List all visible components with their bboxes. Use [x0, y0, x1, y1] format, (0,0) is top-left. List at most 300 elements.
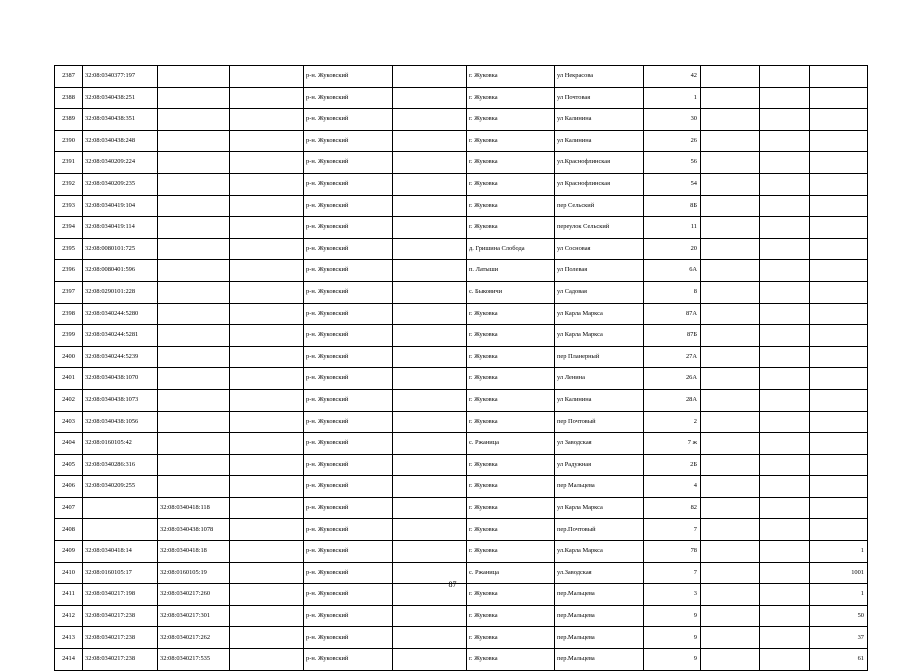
row-number: 2400 [55, 346, 83, 368]
empty-cell [760, 368, 810, 390]
empty-cell [701, 411, 760, 433]
locality-cell: г. Жуковка [467, 584, 555, 606]
building-cadastral-cell [158, 346, 230, 368]
table-row [55, 649, 868, 671]
empty-cell [760, 238, 810, 260]
district-cell: р-н. Жуковский [304, 627, 393, 649]
page-number: 87 [448, 580, 457, 589]
row-number: 2397 [55, 281, 83, 303]
empty-cell [230, 87, 304, 109]
street-cell: ул Карла Маркса [555, 303, 644, 325]
street-cell: пер Планерный [555, 346, 644, 368]
empty-cell [393, 281, 467, 303]
apartment-cell [810, 519, 868, 541]
locality-cell: с. Ржаница [467, 433, 555, 455]
row-number: 2388 [55, 87, 83, 109]
street-cell: пер Мальцева [555, 476, 644, 498]
house-number-cell: 9 [644, 605, 701, 627]
street-cell: ул Некрасова [555, 66, 644, 88]
apartment-cell [810, 454, 868, 476]
building-cadastral-cell [158, 325, 230, 347]
empty-cell [393, 152, 467, 174]
table-row [55, 87, 868, 109]
empty-cell [760, 411, 810, 433]
empty-cell [393, 195, 467, 217]
street-cell: пер.Мальцева [555, 627, 644, 649]
locality-cell: г. Жуковка [467, 497, 555, 519]
empty-cell [760, 433, 810, 455]
row-number: 2403 [55, 411, 83, 433]
empty-cell [393, 325, 467, 347]
district-cell: р-н. Жуковский [304, 411, 393, 433]
district-cell: р-н. Жуковский [304, 130, 393, 152]
locality-cell: г. Жуковка [467, 109, 555, 131]
locality-cell: г. Жуковка [467, 173, 555, 195]
district-cell: р-н. Жуковский [304, 325, 393, 347]
apartment-cell: 1001 [810, 562, 868, 584]
house-number-cell: 56 [644, 152, 701, 174]
table-row [55, 433, 868, 455]
empty-cell [230, 173, 304, 195]
locality-cell: д. Гришина Слобода [467, 238, 555, 260]
building-cadastral-cell: 32:08:0340438:1078 [158, 519, 230, 541]
street-cell: пер.Мальцева [555, 584, 644, 606]
row-number: 2401 [55, 368, 83, 390]
row-number: 2406 [55, 476, 83, 498]
empty-cell [230, 605, 304, 627]
row-number: 2396 [55, 260, 83, 282]
empty-cell [393, 454, 467, 476]
cadastral-number-cell: 32:08:0160105:42 [83, 433, 158, 455]
street-cell: переулок Сельский [555, 217, 644, 239]
apartment-cell [810, 497, 868, 519]
cadastral-number-cell: 32:08:0340217:238 [83, 605, 158, 627]
locality-cell: г. Жуковка [467, 66, 555, 88]
house-number-cell: 42 [644, 66, 701, 88]
empty-cell [701, 130, 760, 152]
house-number-cell: 2 [644, 411, 701, 433]
empty-cell [760, 325, 810, 347]
cadastral-number-cell: 32:08:0340438:1073 [83, 389, 158, 411]
apartment-cell: 50 [810, 605, 868, 627]
table-row [55, 217, 868, 239]
table-row [55, 411, 868, 433]
district-cell: р-н. Жуковский [304, 562, 393, 584]
empty-cell [760, 476, 810, 498]
apartment-cell [810, 260, 868, 282]
house-number-cell: 7 [644, 519, 701, 541]
table-row [55, 454, 868, 476]
locality-cell: г. Жуковка [467, 152, 555, 174]
table-row [55, 476, 868, 498]
empty-cell [393, 433, 467, 455]
row-number: 2412 [55, 605, 83, 627]
empty-cell [230, 519, 304, 541]
building-cadastral-cell [158, 195, 230, 217]
empty-cell [760, 627, 810, 649]
empty-cell [701, 454, 760, 476]
locality-cell: с. Быковичи [467, 281, 555, 303]
building-cadastral-cell [158, 368, 230, 390]
apartment-cell [810, 433, 868, 455]
table-row [55, 605, 868, 627]
house-number-cell: 82 [644, 497, 701, 519]
house-number-cell: 9 [644, 627, 701, 649]
locality-cell: г. Жуковка [467, 649, 555, 671]
table-row [55, 152, 868, 174]
cadastral-number-cell: 32:08:0340209:224 [83, 152, 158, 174]
row-number: 2402 [55, 389, 83, 411]
district-cell: р-н. Жуковский [304, 66, 393, 88]
apartment-cell [810, 411, 868, 433]
building-cadastral-cell [158, 109, 230, 131]
empty-cell [393, 411, 467, 433]
cadastral-number-cell: 32:08:0340438:1056 [83, 411, 158, 433]
district-cell: р-н. Жуковский [304, 217, 393, 239]
apartment-cell [810, 195, 868, 217]
district-cell: р-н. Жуковский [304, 281, 393, 303]
empty-cell [701, 195, 760, 217]
empty-cell [393, 497, 467, 519]
table-row [55, 346, 868, 368]
apartment-cell [810, 87, 868, 109]
street-cell: ул Почтовая [555, 87, 644, 109]
building-cadastral-cell: 32:08:0340217:535 [158, 649, 230, 671]
empty-cell [760, 281, 810, 303]
district-cell: р-н. Жуковский [304, 87, 393, 109]
district-cell: р-н. Жуковский [304, 346, 393, 368]
apartment-cell [810, 325, 868, 347]
house-number-cell: 7 ж [644, 433, 701, 455]
empty-cell [760, 389, 810, 411]
empty-cell [701, 627, 760, 649]
street-cell: ул Калинина [555, 389, 644, 411]
row-number: 2398 [55, 303, 83, 325]
district-cell: р-н. Жуковский [304, 368, 393, 390]
empty-cell [230, 497, 304, 519]
table-row [55, 368, 868, 390]
cadastral-number-cell: 32:08:0340217:198 [83, 584, 158, 606]
district-cell: р-н. Жуковский [304, 584, 393, 606]
empty-cell [701, 238, 760, 260]
empty-cell [701, 649, 760, 671]
row-number: 2387 [55, 66, 83, 88]
house-number-cell: 11 [644, 217, 701, 239]
empty-cell [760, 109, 810, 131]
locality-cell: г. Жуковка [467, 627, 555, 649]
house-number-cell: 87А [644, 303, 701, 325]
empty-cell [393, 541, 467, 563]
house-number-cell: 1 [644, 87, 701, 109]
building-cadastral-cell [158, 238, 230, 260]
street-cell: ул.Заводская [555, 562, 644, 584]
house-number-cell: 26А [644, 368, 701, 390]
building-cadastral-cell [158, 173, 230, 195]
apartment-cell [810, 109, 868, 131]
empty-cell [230, 281, 304, 303]
row-number: 2405 [55, 454, 83, 476]
house-number-cell: 78 [644, 541, 701, 563]
cadastral-number-cell: 32:08:0340244:5281 [83, 325, 158, 347]
empty-cell [701, 260, 760, 282]
row-number: 2408 [55, 519, 83, 541]
street-cell: пер Сельский [555, 195, 644, 217]
table-row [55, 519, 868, 541]
empty-cell [760, 87, 810, 109]
table-row [55, 389, 868, 411]
empty-cell [760, 217, 810, 239]
empty-cell [393, 519, 467, 541]
street-cell: ул Полевая [555, 260, 644, 282]
empty-cell [760, 541, 810, 563]
building-cadastral-cell: 32:08:0340217:262 [158, 627, 230, 649]
empty-cell [230, 195, 304, 217]
building-cadastral-cell [158, 454, 230, 476]
cadastral-number-cell: 32:08:0340217:238 [83, 627, 158, 649]
empty-cell [393, 217, 467, 239]
row-number: 2411 [55, 584, 83, 606]
building-cadastral-cell [158, 303, 230, 325]
row-number: 2399 [55, 325, 83, 347]
empty-cell [393, 66, 467, 88]
empty-cell [760, 519, 810, 541]
empty-cell [701, 433, 760, 455]
cadastral-number-cell: 32:08:0340438:351 [83, 109, 158, 131]
cadastral-number-cell: 32:08:0340244:5239 [83, 346, 158, 368]
row-number: 2389 [55, 109, 83, 131]
street-cell: ул Калинина [555, 130, 644, 152]
empty-cell [760, 303, 810, 325]
building-cadastral-cell: 32:08:0340418:18 [158, 541, 230, 563]
empty-cell [701, 346, 760, 368]
empty-cell [760, 130, 810, 152]
row-number: 2394 [55, 217, 83, 239]
apartment-cell [810, 238, 868, 260]
street-cell: пер.Почтовый [555, 519, 644, 541]
locality-cell: с. Ржаница [467, 562, 555, 584]
building-cadastral-cell [158, 389, 230, 411]
locality-cell: п. Латыши [467, 260, 555, 282]
row-number: 2391 [55, 152, 83, 174]
apartment-cell [810, 368, 868, 390]
district-cell: р-н. Жуковский [304, 109, 393, 131]
locality-cell: г. Жуковка [467, 454, 555, 476]
table-row [55, 325, 868, 347]
empty-cell [760, 260, 810, 282]
house-number-cell: 3 [644, 584, 701, 606]
table-row [55, 541, 868, 563]
empty-cell [760, 152, 810, 174]
street-cell: ул Садовая [555, 281, 644, 303]
empty-cell [701, 281, 760, 303]
empty-cell [393, 346, 467, 368]
empty-cell [393, 476, 467, 498]
locality-cell: г. Жуковка [467, 325, 555, 347]
street-cell: пер.Мальцева [555, 605, 644, 627]
locality-cell: г. Жуковка [467, 389, 555, 411]
cadastral-number-cell: 32:08:0340438:1070 [83, 368, 158, 390]
empty-cell [230, 303, 304, 325]
row-number: 2414 [55, 649, 83, 671]
empty-cell [393, 627, 467, 649]
empty-cell [760, 649, 810, 671]
empty-cell [230, 476, 304, 498]
row-number: 2390 [55, 130, 83, 152]
empty-cell [230, 130, 304, 152]
district-cell: р-н. Жуковский [304, 497, 393, 519]
house-number-cell: 8Б [644, 195, 701, 217]
house-number-cell: 2Б [644, 454, 701, 476]
apartment-cell [810, 173, 868, 195]
house-number-cell: 6А [644, 260, 701, 282]
empty-cell [230, 109, 304, 131]
district-cell: р-н. Жуковский [304, 173, 393, 195]
locality-cell: г. Жуковка [467, 411, 555, 433]
building-cadastral-cell [158, 433, 230, 455]
district-cell: р-н. Жуковский [304, 195, 393, 217]
empty-cell [701, 541, 760, 563]
district-cell: р-н. Жуковский [304, 649, 393, 671]
cadastral-number-cell: 32:08:0340438:248 [83, 130, 158, 152]
house-number-cell: 7 [644, 562, 701, 584]
apartment-cell: 1 [810, 584, 868, 606]
street-cell: ул Радужная [555, 454, 644, 476]
apartment-cell [810, 389, 868, 411]
cadastral-number-cell: 32:08:0340377:197 [83, 66, 158, 88]
empty-cell [393, 605, 467, 627]
empty-cell [701, 389, 760, 411]
row-number: 2407 [55, 497, 83, 519]
locality-cell: г. Жуковка [467, 476, 555, 498]
apartment-cell [810, 346, 868, 368]
table-row [55, 195, 868, 217]
district-cell: р-н. Жуковский [304, 541, 393, 563]
table-row [55, 66, 868, 88]
row-number: 2409 [55, 541, 83, 563]
building-cadastral-cell [158, 411, 230, 433]
building-cadastral-cell [158, 260, 230, 282]
building-cadastral-cell [158, 476, 230, 498]
street-cell: ул Калинина [555, 109, 644, 131]
locality-cell: г. Жуковка [467, 368, 555, 390]
table-row [55, 238, 868, 260]
street-cell: ул Заводская [555, 433, 644, 455]
street-cell: ул.Краснофлинская [555, 152, 644, 174]
cadastral-number-cell: 32:08:0340244:5280 [83, 303, 158, 325]
locality-cell: г. Жуковка [467, 195, 555, 217]
street-cell: ул Краснофлинская [555, 173, 644, 195]
empty-cell [230, 649, 304, 671]
empty-cell [701, 66, 760, 88]
empty-cell [393, 87, 467, 109]
table-row [55, 109, 868, 131]
cadastral-number-cell [83, 519, 158, 541]
apartment-cell: 37 [810, 627, 868, 649]
empty-cell [760, 605, 810, 627]
locality-cell: г. Жуковка [467, 519, 555, 541]
empty-cell [230, 325, 304, 347]
empty-cell [760, 195, 810, 217]
empty-cell [230, 346, 304, 368]
empty-cell [230, 368, 304, 390]
cadastral-number-cell: 32:08:0080101:725 [83, 238, 158, 260]
building-cadastral-cell [158, 130, 230, 152]
empty-cell [393, 649, 467, 671]
district-cell: р-н. Жуковский [304, 605, 393, 627]
empty-cell [760, 346, 810, 368]
row-number: 2404 [55, 433, 83, 455]
empty-cell [393, 368, 467, 390]
apartment-cell [810, 130, 868, 152]
locality-cell: г. Жуковка [467, 303, 555, 325]
empty-cell [230, 260, 304, 282]
building-cadastral-cell [158, 87, 230, 109]
empty-cell [701, 476, 760, 498]
table-row [55, 281, 868, 303]
locality-cell: г. Жуковка [467, 217, 555, 239]
empty-cell [701, 497, 760, 519]
row-number: 2393 [55, 195, 83, 217]
district-cell: р-н. Жуковский [304, 260, 393, 282]
cadastral-number-cell: 32:08:0340209:235 [83, 173, 158, 195]
empty-cell [230, 238, 304, 260]
empty-cell [230, 541, 304, 563]
empty-cell [760, 66, 810, 88]
empty-cell [760, 173, 810, 195]
empty-cell [393, 130, 467, 152]
apartment-cell [810, 281, 868, 303]
building-cadastral-cell: 32:08:0340217:301 [158, 605, 230, 627]
street-cell: ул.Карла Маркса [555, 541, 644, 563]
building-cadastral-cell [158, 217, 230, 239]
house-number-cell: 4 [644, 476, 701, 498]
district-cell: р-н. Жуковский [304, 238, 393, 260]
house-number-cell: 8 [644, 281, 701, 303]
building-cadastral-cell: 32:08:0160105:19 [158, 562, 230, 584]
empty-cell [701, 109, 760, 131]
district-cell: р-н. Жуковский [304, 303, 393, 325]
house-number-cell: 9 [644, 649, 701, 671]
building-cadastral-cell: 32:08:0340418:118 [158, 497, 230, 519]
apartment-cell: 1 [810, 541, 868, 563]
cadastral-number-cell: 32:08:0340217:238 [83, 649, 158, 671]
cadastral-number-cell [83, 497, 158, 519]
cadastral-number-cell: 32:08:0160105:17 [83, 562, 158, 584]
empty-cell [393, 173, 467, 195]
row-number: 2395 [55, 238, 83, 260]
empty-cell [701, 519, 760, 541]
house-number-cell: 30 [644, 109, 701, 131]
empty-cell [230, 454, 304, 476]
empty-cell [393, 238, 467, 260]
apartment-cell [810, 217, 868, 239]
cadastral-number-cell: 32:08:0340419:114 [83, 217, 158, 239]
row-number: 2410 [55, 562, 83, 584]
empty-cell [393, 109, 467, 131]
house-number-cell: 26 [644, 130, 701, 152]
empty-cell [701, 152, 760, 174]
locality-cell: г. Жуковка [467, 346, 555, 368]
empty-cell [230, 627, 304, 649]
row-number: 2413 [55, 627, 83, 649]
empty-cell [230, 217, 304, 239]
apartment-cell [810, 66, 868, 88]
cadastral-number-cell: 32:08:0080401:596 [83, 260, 158, 282]
empty-cell [393, 260, 467, 282]
empty-cell [230, 389, 304, 411]
empty-cell [701, 605, 760, 627]
cadastral-number-cell: 32:08:0340286:316 [83, 454, 158, 476]
